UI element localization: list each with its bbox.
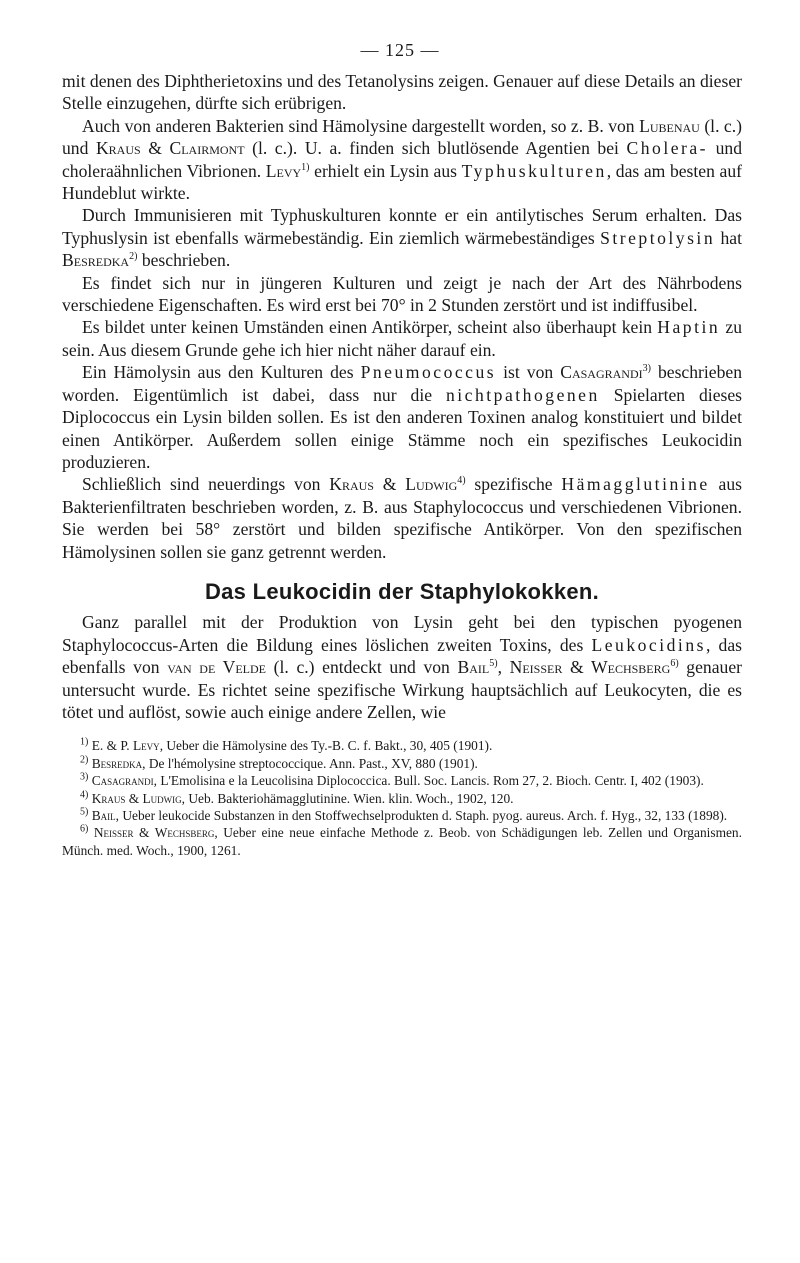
footnote-author: Kraus & Ludwig — [91, 790, 182, 806]
paragraph-text: Es findet sich nur in jüngeren Kulturen und zeigt je nach der Art des Nährbodens verschiedene Eigenschaften. Es wird erst bei 70° in 2 Stunden zerstört und ist indiffusibel. — [62, 272, 742, 316]
author-name: Levy — [265, 160, 302, 181]
footnote-number: 1) — [80, 736, 89, 748]
paragraph-text: genauer untersucht wurde. Es richtet seine spezifische Wirkung hauptsächlich auf Leukocyten, die es tötet und auflöst, sowie auch einige andere Zellen, wie — [62, 657, 742, 722]
paragraph-text: hat — [715, 227, 742, 248]
footnote-author: Neisser & Wechsberg — [93, 825, 215, 841]
footnote-number: 5) — [80, 806, 89, 818]
footnote-ref: 5) — [489, 658, 498, 670]
footnote-text: , Ueb. Bakteriohämagglutinine. Wien. klin. Woch., 1902, 120. — [181, 790, 514, 806]
footnote — [62, 755, 742, 772]
emphasized-term: nichtpathogenen — [446, 384, 600, 405]
paragraph-text: Spielarten dieses Diplococcus ein Lysin bilden sollen. Es ist den anderen Toxinen analog konstituiert und bildet einen Antikörper. Außerdem sollen einige Stämme noch ein spezifisches Leukocidin produzieren. — [62, 384, 743, 472]
footnote-number: 2) — [80, 754, 89, 766]
footnote — [62, 790, 742, 807]
footnote-text: , L'Emolisina e la Leucolisina Diplococcica. Bull. Soc. Lancis. Rom 27, 2. Bioch. Centr. I, 402 (1903). — [153, 773, 704, 789]
footnote-text: , Ueber leukocide Substanzen in den Stoffwechselprodukten d. Staph. pyog. aureus. Arch. f. Hyg., 32, 133 (1898). — [115, 808, 728, 823]
emphasized-term: Streptolysin — [600, 227, 716, 248]
author-name: Casagrandi — [560, 362, 643, 383]
emphasized-term: Typhuskulturen — [461, 160, 607, 181]
emphasized-term: Pneumococcus — [360, 362, 497, 383]
author-name: Bail — [457, 657, 490, 678]
paragraph-text: spezifische — [465, 474, 562, 495]
paragraph-text: beschrieben worden. Eigentümlich ist dabei, dass nur die — [62, 362, 742, 405]
footnote-text: , De l'hémolysine streptococcique. Ann. Past., XV, 880 (1901). — [142, 755, 478, 771]
author-name: van de Velde — [167, 657, 266, 678]
paragraph-text: zu sein. Aus diesem Grunde gehe ich hier nicht näher darauf ein. — [62, 317, 742, 360]
footnote-author: Bail — [91, 808, 116, 823]
footnotes — [62, 737, 742, 859]
emphasized-term: Cholera- — [626, 138, 709, 159]
footnote — [62, 807, 742, 824]
paragraph — [62, 316, 742, 361]
paragraph-text: (l. c.). U. a. finden sich blutlösende Agentien bei — [244, 138, 627, 159]
footnote-author: Casagrandi — [91, 773, 154, 789]
paragraph-text: Ganz parallel mit der Produktion von Lysin geht bei den typischen pyogenen Staphylococcus-Arten die Bildung eines löslichen zweiten Toxins, des — [62, 612, 742, 655]
footnote-ref: 3) — [642, 363, 651, 375]
page-number: — 125 — — [360, 40, 440, 60]
paragraph-text: und choleraähnlichen Vibrionen. — [62, 138, 742, 181]
emphasized-term: Hämagglutinine — [561, 474, 710, 495]
footnote-author: E. & P. Levy — [91, 738, 160, 754]
body-text — [62, 70, 742, 859]
paragraph-text: (l. c.) und — [62, 115, 742, 159]
footnote-ref: 2) — [129, 251, 138, 263]
emphasized-term: Leukocidins — [591, 634, 706, 655]
paragraph-text: (l. c.) entdeckt und von — [266, 657, 458, 678]
paragraph — [62, 204, 742, 271]
paragraph-text: , das ebenfalls von — [62, 634, 742, 678]
paragraph-text: Durch Immunisieren mit Typhuskulturen konnte er ein antilytisches Serum erhalten. Das Typhuslysin ist ebenfalls wärmebeständig. Ein ziemlich wärmebeständiges — [62, 205, 742, 248]
footnote-number: 4) — [80, 789, 89, 801]
footnote-ref: 1) — [301, 161, 310, 173]
author-name: Kraus & Ludwig — [329, 474, 458, 495]
footnote — [62, 772, 742, 789]
footnote-ref: 4) — [457, 475, 466, 487]
paragraph — [62, 70, 742, 115]
paragraph-text: beschrieben. — [137, 250, 231, 271]
paragraph-text: , — [497, 657, 510, 678]
paragraph-text: mit denen des Diphtherietoxins und des Tetanolysins zeigen. Genauer auf diese Details an dieser Stelle einzugehen, dürfte sich erübrigen. — [62, 71, 742, 114]
paragraph-text: aus Bakterienfiltraten beschrieben worden, z. B. aus Staphylococcus und verschiedenen Vibrionen. Sie werden bei 58° zerstört und bilden spezifische Antikörper. Von den spezifischen Hämolysinen sollen sie ganz getrennt werden. — [62, 474, 742, 562]
author-name: Lubenau — [639, 115, 700, 136]
emphasized-term: Haptin — [657, 317, 721, 338]
section-heading: Das Leukocidin der Staphylokokken. — [204, 578, 600, 604]
footnote-author: Besredka — [91, 755, 143, 771]
footnote — [62, 737, 742, 754]
footnote-number: 3) — [80, 771, 89, 783]
footnote-number: 6) — [80, 823, 89, 835]
paragraph-text: ist von — [496, 362, 561, 383]
footnote-ref: 6) — [670, 658, 679, 670]
author-name: Kraus & Clairmont — [95, 138, 245, 159]
paragraph-text: erhielt ein Lysin aus — [309, 160, 462, 181]
paragraph — [62, 272, 742, 317]
paragraph — [62, 115, 742, 205]
paragraph — [62, 611, 742, 723]
footnote-text: , Ueber eine neue einfache Methode z. Beob. von Schädigungen leb. Zellen und Organismen. Münch. med. Woch., 1900, 1261. — [62, 825, 742, 858]
paragraph-text: Es bildet unter keinen Umständen einen Antikörper, scheint also überhaupt kein — [82, 317, 658, 338]
footnote-text: , Ueber die Hämolysine des Ty.-B. C. f. Bakt., 30, 405 (1901). — [159, 738, 493, 754]
paragraph-text: Auch von anderen Bakterien sind Hämolysine dargestellt worden, so z. B. von — [82, 115, 640, 136]
paragraph — [62, 473, 742, 563]
footnote — [62, 824, 742, 859]
paragraph — [62, 361, 742, 473]
author-name: Besredka — [62, 250, 130, 271]
paragraph-text: Ein Hämolysin aus den Kulturen des — [82, 362, 361, 383]
author-name: Neisser & Wechsberg — [509, 657, 671, 678]
paragraph-text: Schließlich sind neuerdings von — [82, 474, 330, 495]
paragraph-text: , das am besten auf Hundeblut wirkte. — [62, 160, 742, 204]
